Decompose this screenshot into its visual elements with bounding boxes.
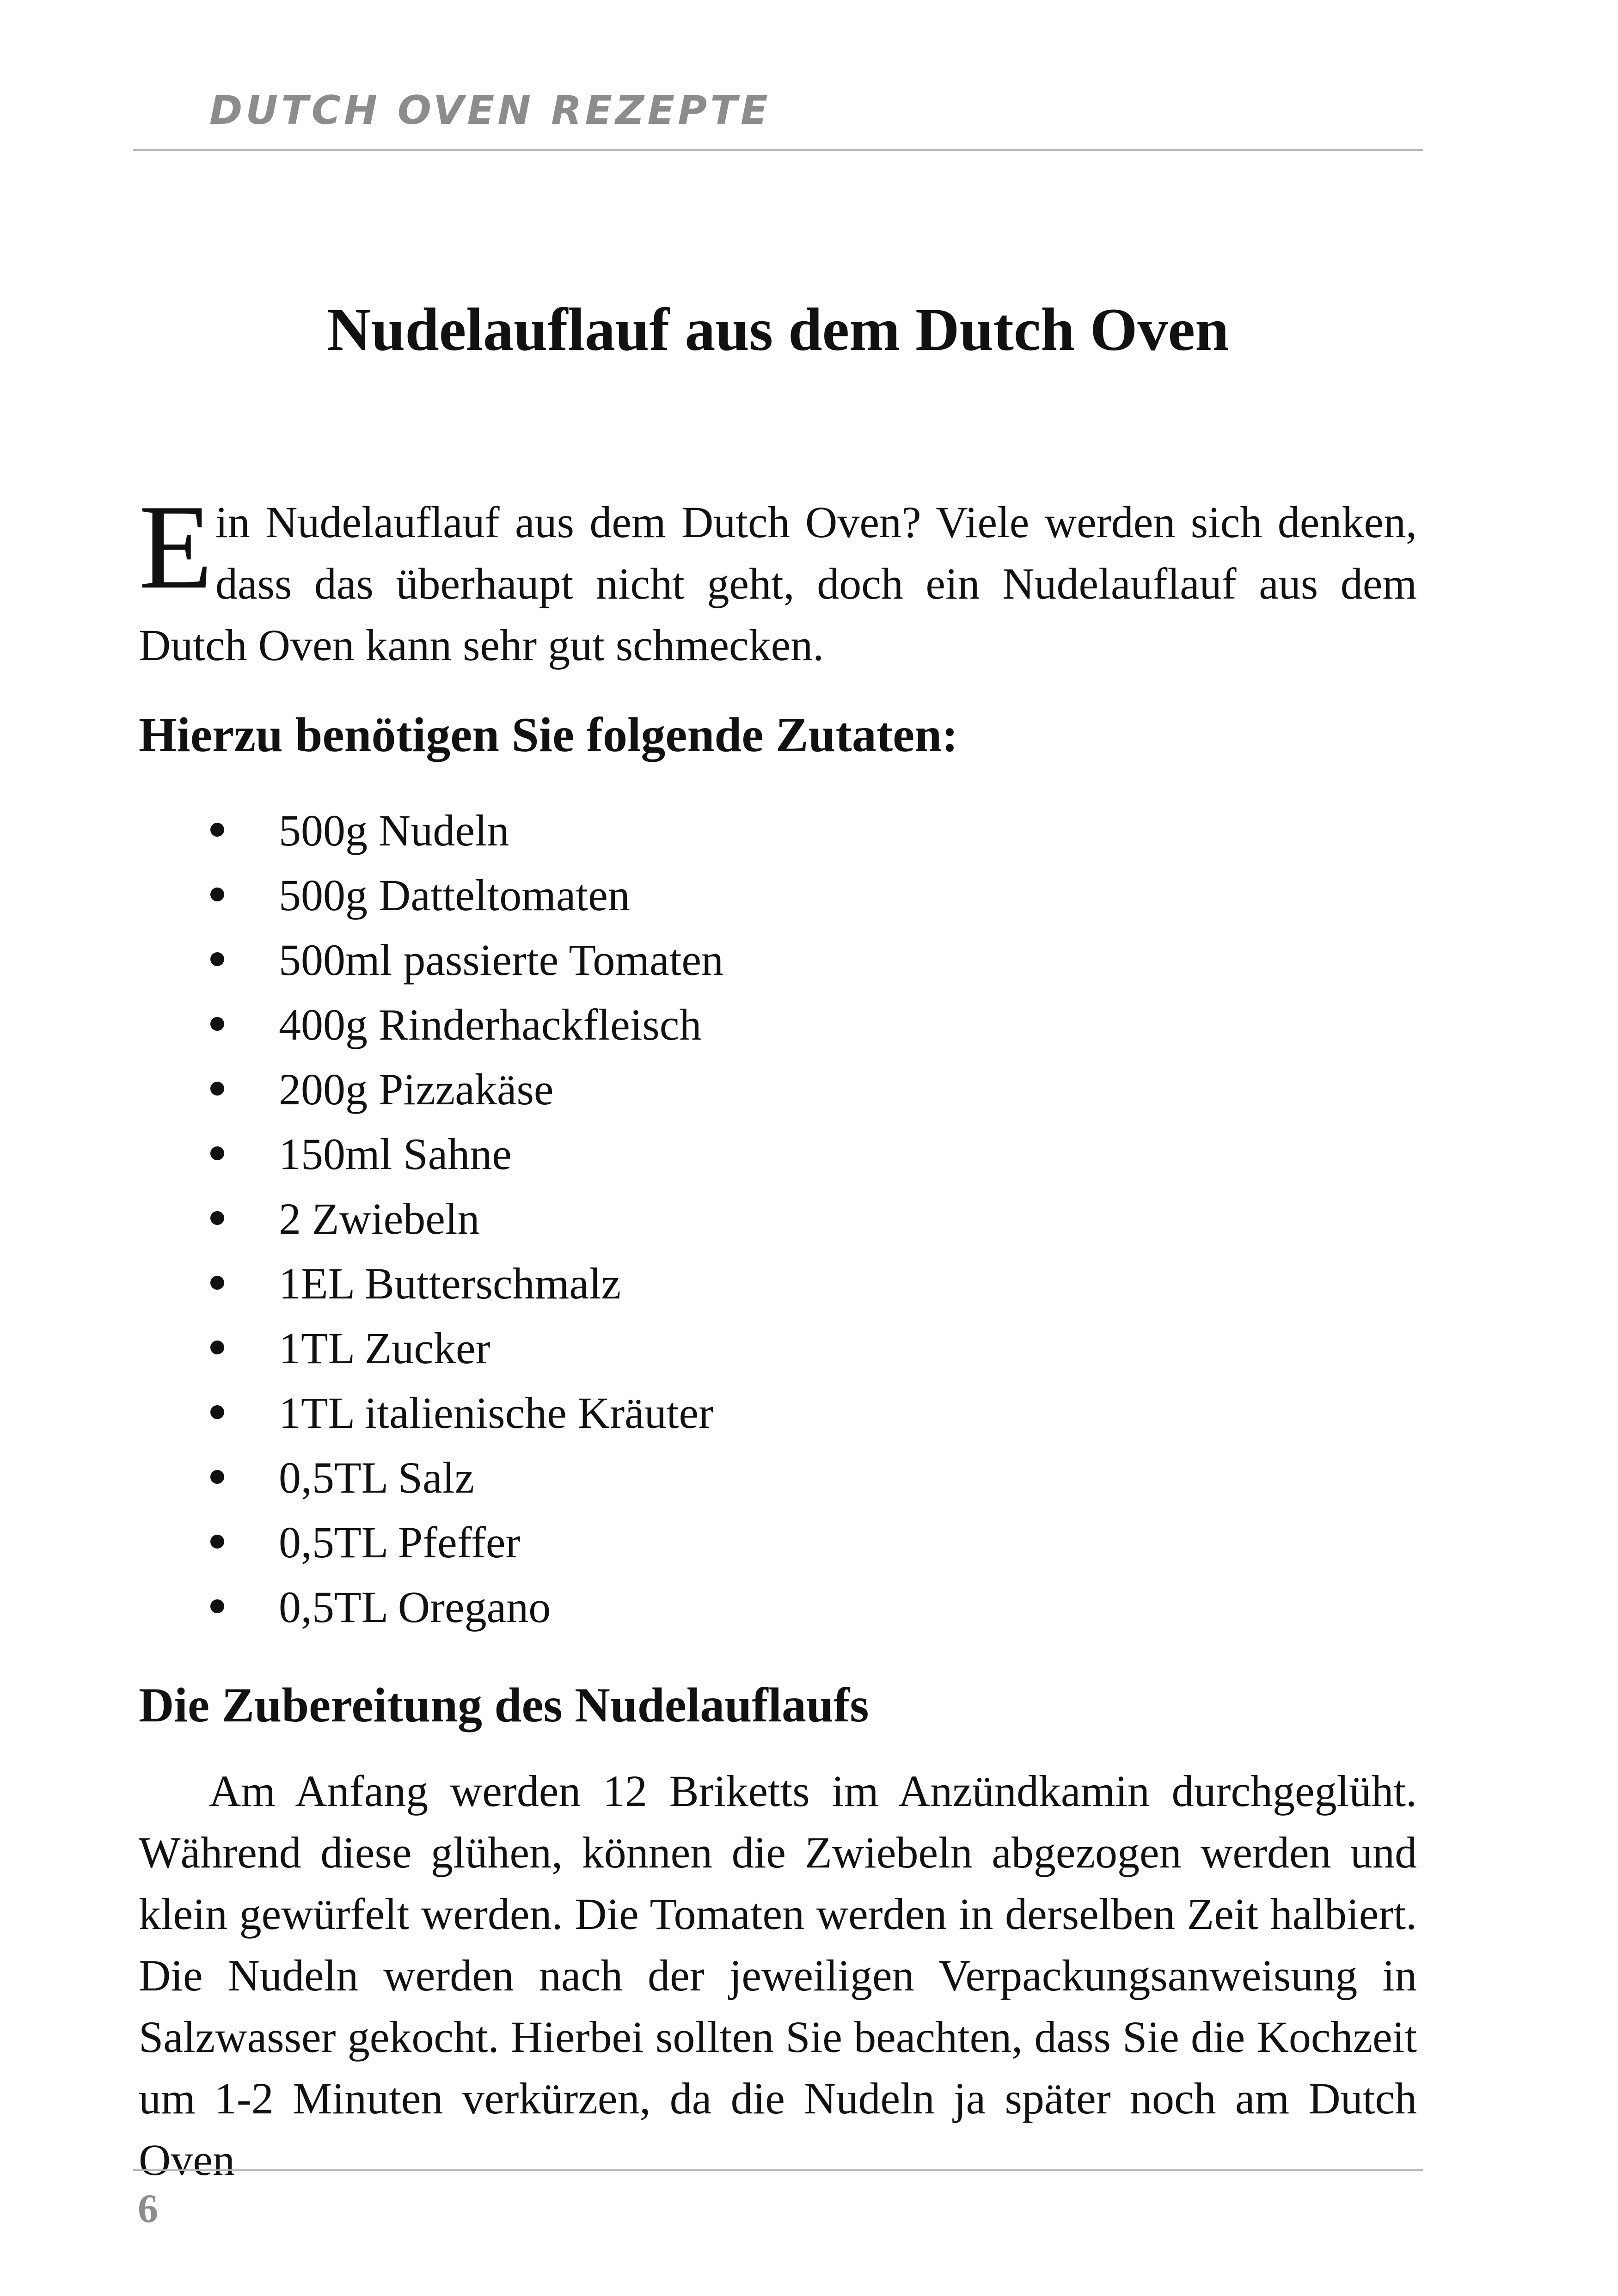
list-item [139,863,1387,928]
running-header: DUTCH OVEN REZEPTE [209,87,771,134]
list-item [139,992,1387,1057]
ingredient-label: 1TL italienische Kräuter [279,1388,714,1438]
ingredient-label: 200g Pizzakäse [279,1065,554,1114]
bullet-icon [210,952,224,966]
list-item [139,1057,1387,1122]
ingredient-label: 500g Nudeln [279,806,509,855]
ingredient-label: 2 Zwiebeln [279,1194,480,1243]
preparation-section [139,1760,1417,2191]
ingredient-label: 150ml Sahne [279,1129,512,1179]
bullet-icon [210,1535,224,1549]
list-item [139,1187,1387,1251]
ingredient-label: 500ml passierte Tomaten [279,935,723,985]
recipe-title: Nudelauflauf aus dem Dutch Oven [327,295,1229,363]
ingredient-label: 1EL Butterschmalz [279,1259,621,1308]
ingredient-label: 0,5TL Oregano [279,1582,551,1632]
bullet-icon [210,1341,224,1354]
list-item [139,798,1387,863]
list-item [139,1316,1387,1381]
intro-paragraph [139,480,1417,676]
bullet-icon [210,1146,224,1160]
bullet-icon [210,1017,224,1031]
list-item [139,1510,1387,1575]
footer-divider [133,2169,1423,2171]
preparation-heading: Die Zubereitung des Nudelauflaufs [139,1678,869,1732]
ingredient-label: 400g Rinderhackfleisch [279,1000,702,1049]
bullet-icon [210,1470,224,1484]
ingredient-label: 0,5TL Pfeffer [279,1518,521,1567]
bullet-icon [210,823,224,837]
bullet-icon [210,888,224,901]
list-item [139,1251,1387,1316]
list-item [139,1575,1387,1640]
preparation-paragraph: Am Anfang werden 12 Briketts im Anzündkamin durchgeglüht. Während diese glühen, können die Zwiebeln abgezogen werden und klein gewürfelt werden. Die Tomaten werden in derselben Zeit halbiert. Die Nudeln werden nach der jeweiligen Verpackungsanweisung in Salzwasser gekocht. Hierbei sollten Sie beachten, dass Sie die Kochzeit um 1-2 Minuten verkürzen, da die Nudeln ja später noch am Dutch Oven [139,1766,1417,2185]
page-number: 6 [138,2186,158,2231]
ingredients-list [139,798,1387,1640]
list-item [139,1122,1387,1187]
bullet-icon [210,1276,224,1290]
list-item [139,928,1387,992]
bullet-icon [210,1082,224,1096]
bullet-icon [210,1405,224,1419]
bullet-icon [210,1599,224,1613]
ingredient-label: 1TL Zucker [279,1323,490,1373]
list-item [139,1445,1387,1510]
header-divider [133,149,1423,151]
bullet-icon [210,1211,224,1225]
list-item [139,1381,1387,1445]
intro-text: in Nudelauflauf aus dem Dutch Oven? Viele werden sich denken, dass das überhaupt nicht geht, doch ein Nudelauflauf aus dem Dutch Oven kann sehr gut schmecken. [139,497,1417,670]
drop-cap: E [139,480,213,614]
ingredient-label: 0,5TL Salz [279,1453,474,1502]
ingredient-label: 500g Datteltomaten [279,870,630,920]
ingredients-heading: Hierzu benötigen Sie folgende Zutaten: [139,708,958,762]
